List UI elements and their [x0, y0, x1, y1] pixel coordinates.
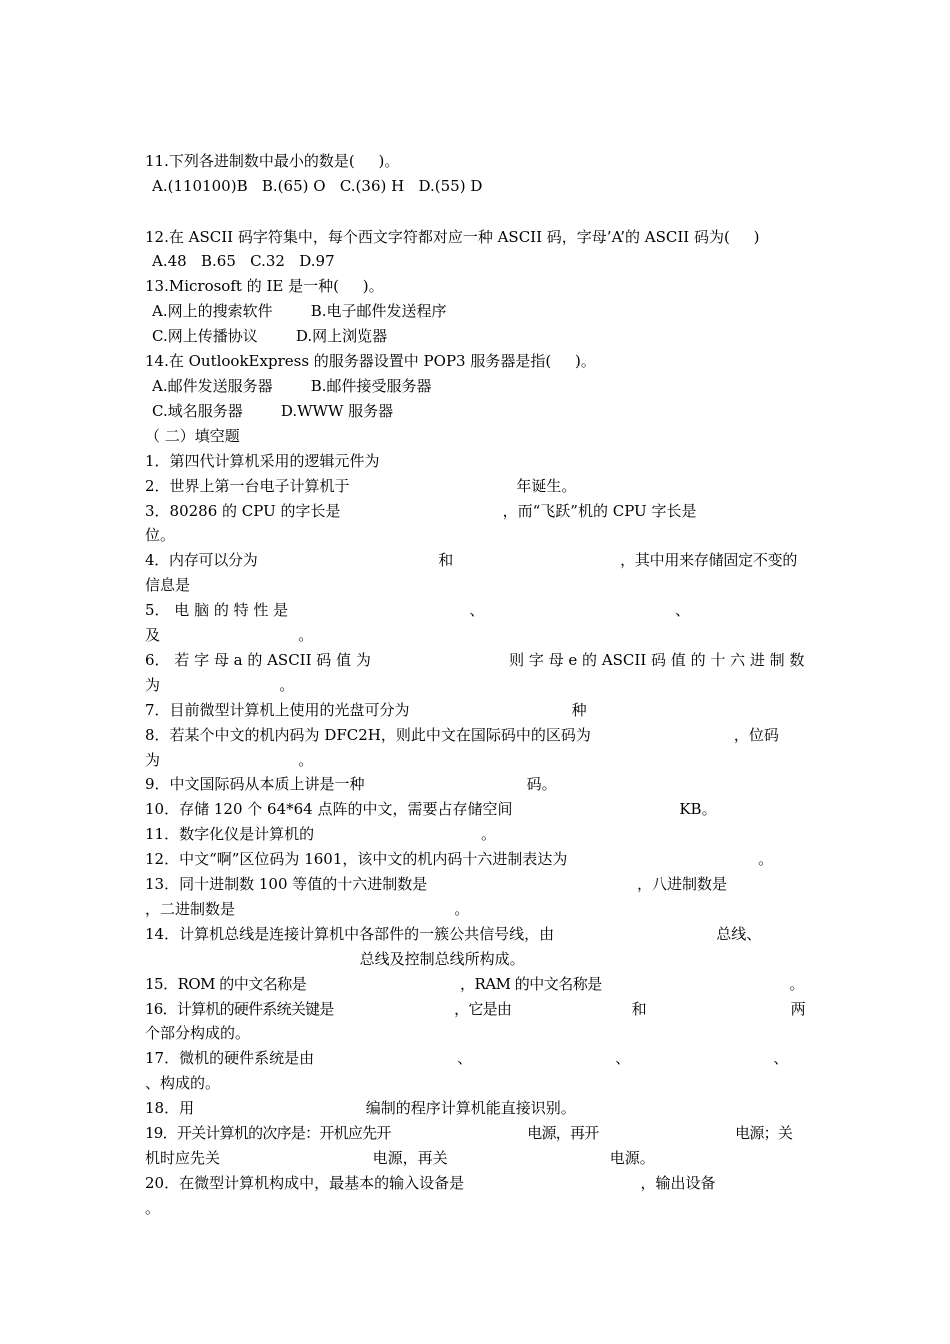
- fill-20: 20．在微型计算机构成中，最基本的输入设备是 ，输出设备: [145, 1174, 716, 1192]
- fill-1: 1．第四代计算机采用的逻辑元件为: [145, 452, 380, 470]
- fill-15: 15．ROM 的中文名称是 ，RAM 的中文名称是 。: [145, 975, 805, 993]
- fill-14: 14．计算机总线是连接计算机中各部件的一簇公共信号线，由 总线、: [145, 925, 762, 943]
- fill-4-cont: 信息是: [145, 576, 191, 594]
- question-12-options: A.48 B.65 C.32 D.97: [152, 252, 335, 270]
- fill-8: 8．若某个中文的机内码为 DFC2H，则此中文在国际码中的区码为 ，位码: [145, 726, 779, 744]
- question-14-options-cd: C.域名服务器 D.WWW 服务器: [152, 402, 394, 420]
- fill-17: 17．微机的硬件系统是由 、 、 、: [145, 1049, 789, 1067]
- question-14-options-ab: A.邮件发送服务器 B.邮件接受服务器: [152, 377, 432, 395]
- fill-13-cont: ，二进制数是 。: [145, 900, 470, 918]
- fill-8-cont: 为 。: [145, 751, 314, 769]
- fill-16-cont: 个部分构成的。: [145, 1024, 251, 1042]
- fill-5: 5． 电 脑 的 特 性 是 、 、: [145, 601, 691, 619]
- fill-17-cont: 、构成的。: [145, 1074, 221, 1092]
- question-14-stem: 14.在 OutlookExpress 的服务器设置中 POP3 服务器是指( )。: [145, 352, 596, 370]
- fill-2: 2．世界上第一台电子计算机于 年诞生。: [145, 477, 577, 495]
- fill-3: 3．80286 的 CPU 的字长是 ，而“飞跃”机的 CPU 字长是: [145, 502, 697, 520]
- fill-20-cont: 。: [145, 1199, 161, 1217]
- fill-14-cont: 总线及控制总线所构成。: [145, 950, 525, 968]
- question-13-options-cd: C.网上传播协议 D.网上浏览器: [152, 327, 388, 345]
- fill-11: 11．数字化仪是计算机的 。: [145, 825, 496, 843]
- fill-18: 18．用 编制的程序计算机能直接识别。: [145, 1099, 576, 1117]
- fill-12: 12．中文“啊”区位码为 1601，该中文的机内码十六进制表达为 。: [145, 850, 774, 868]
- question-11-stem: 11.下列各进制数中最小的数是( )。: [145, 152, 400, 170]
- fill-10: 10．存储 120 个 64*64 点阵的中文，需要占存储空间 KB。: [145, 800, 717, 818]
- fill-6: 6． 若 字 母 a 的 ASCII 码 值 为 则 字 母 e 的 ASCII 码 值 的 十 六 进 制 数: [145, 651, 805, 669]
- fill-16: 16．计算机的硬件系统关键是 ，它是由 和 两: [145, 1000, 805, 1018]
- question-13-stem: 13.Microsoft 的 IE 是一种( )。: [145, 277, 384, 295]
- question-13-options-ab: A.网上的搜索软件 B.电子邮件发送程序: [152, 302, 447, 320]
- fill-5-cont: 及 。: [145, 626, 314, 644]
- fill-13: 13．同十进制数 100 等值的十六进制数是 ，八进制数是: [145, 875, 728, 893]
- fill-4: 4．内存可以分为 和 ，其中用来存储固定不变的: [145, 551, 798, 569]
- fill-19-cont: 机时应先关 电源，再关 电源。: [145, 1149, 655, 1167]
- question-12-stem: 12.在 ASCII 码字符集中，每个西文字符都对应一种 ASCII 码，字母’A’的 ASCII 码为( ): [145, 228, 760, 246]
- fill-19: 19．开关计算机的次序是：开机应先开 电源，再开 电源；关: [145, 1124, 793, 1142]
- fill-7: 7．目前微型计算机上使用的光盘可分为 种: [145, 701, 587, 719]
- fill-9: 9．中文国际码从本质上讲是一种 码。: [145, 775, 557, 793]
- fill-6-cont: 为 。: [145, 676, 295, 694]
- fill-3-cont: 位。: [145, 526, 176, 544]
- section-heading: （ 二）填空题: [145, 427, 240, 445]
- question-11-options: A.(110100)B B.(65) O C.(36) H D.(55) D: [152, 177, 483, 195]
